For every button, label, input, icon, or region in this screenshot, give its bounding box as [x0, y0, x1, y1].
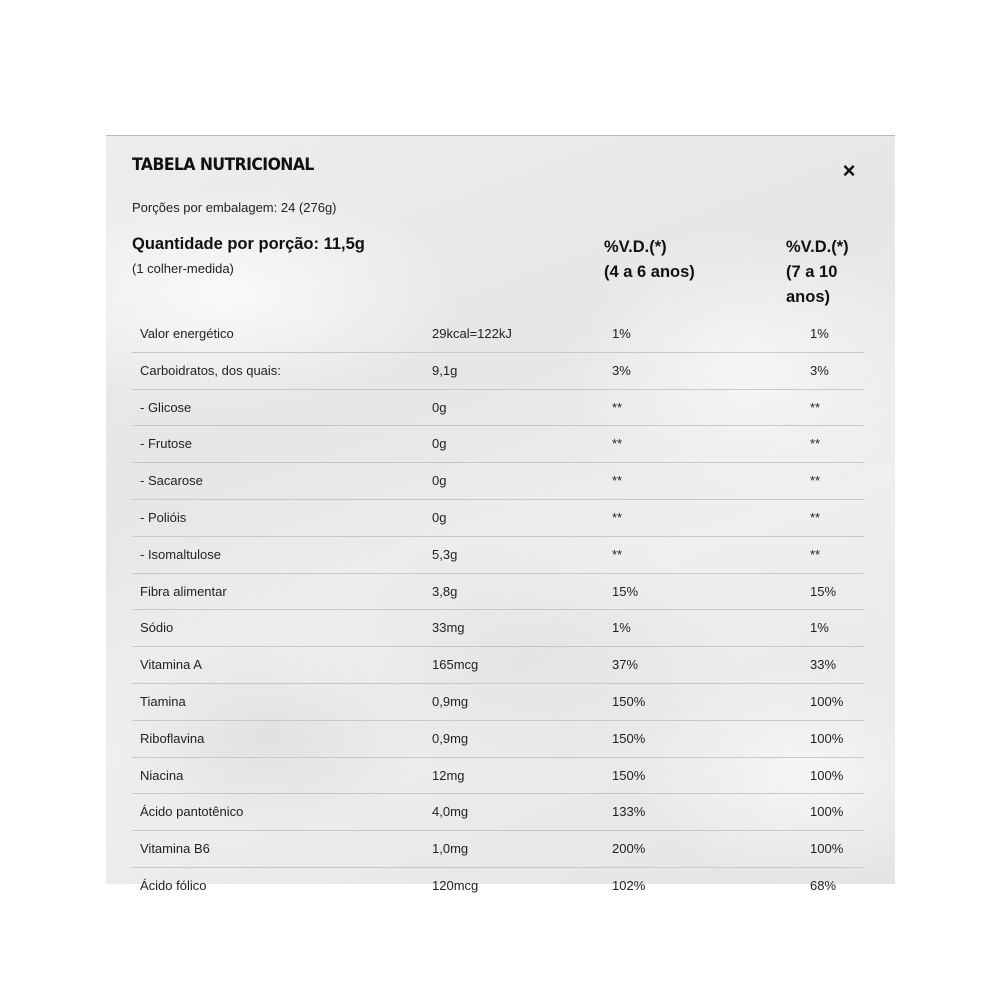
nutrient-vd-7-10: ** — [810, 436, 821, 452]
nutrient-amount: 9,1g — [432, 362, 458, 378]
nutrient-vd-4-6: 1% — [612, 326, 631, 341]
nutrient-name: Vitamina A — [140, 657, 202, 673]
table-row — [132, 684, 864, 721]
nutrient-vd-7-10: 100% — [810, 730, 844, 746]
nutrient-vd-4-6: ** — [612, 473, 623, 489]
table-row — [132, 831, 864, 868]
nutrient-amount: 0g — [432, 399, 447, 415]
table-row — [132, 390, 864, 427]
close-icon[interactable]: × — [842, 158, 856, 183]
nutrient-amount: 29kcal=122kJ — [432, 326, 512, 341]
nutrient-vd-4-6: 1% — [612, 620, 631, 636]
table-row — [132, 316, 864, 353]
nutrient-vd-7-10: 33% — [810, 657, 837, 673]
nutrient-vd-7-10: 100% — [810, 767, 844, 783]
nutrition-table — [132, 316, 864, 904]
table-row — [132, 426, 864, 463]
nutrient-name: Valor energético — [140, 326, 234, 341]
nutrient-name: Carboidratos, dos quais: — [140, 362, 281, 378]
column-header-vd-4-6-line2: (4 a 6 anos) — [604, 263, 695, 281]
nutrient-name: - Polióis — [140, 509, 187, 525]
nutrient-vd-7-10: ** — [810, 473, 821, 489]
nutrient-amount: 165mcg — [432, 657, 479, 673]
table-row — [132, 500, 864, 537]
nutrient-name: Riboflavina — [140, 730, 205, 746]
nutrient-amount: 120mcg — [432, 877, 479, 893]
nutrient-name: - Isomaltulose — [140, 546, 221, 562]
nutrient-vd-4-6: 3% — [612, 362, 631, 378]
table-row — [132, 463, 864, 500]
column-header-vd-7-10-line2: (7 a 10 — [786, 263, 838, 281]
table-row — [132, 574, 864, 611]
column-header-vd-7-10 — [786, 235, 858, 310]
nutrient-name: - Frutose — [140, 436, 193, 452]
table-row — [132, 610, 864, 647]
nutrient-vd-7-10: 1% — [810, 326, 829, 341]
nutrient-vd-4-6: 102% — [612, 877, 646, 893]
nutrient-name: Niacina — [140, 767, 184, 783]
nutrient-amount: 0g — [432, 509, 447, 525]
nutrient-vd-4-6: 37% — [612, 657, 639, 673]
table-row — [132, 868, 864, 904]
nutrient-amount: 12mg — [432, 767, 465, 783]
nutrient-amount: 1,0mg — [432, 841, 469, 857]
nutrient-vd-4-6: 200% — [612, 841, 646, 857]
table-row — [132, 353, 864, 390]
nutrient-vd-4-6: 15% — [612, 583, 639, 599]
nutrient-vd-7-10: 1% — [810, 620, 829, 636]
table-row — [132, 758, 864, 795]
nutrient-name: Vitamina B6 — [140, 841, 210, 857]
nutrient-name: Tiamina — [140, 693, 186, 709]
portion-subtitle: (1 colher-medida) — [132, 261, 234, 276]
modal-title: TABELA NUTRICIONAL — [132, 155, 314, 175]
nutrient-vd-7-10: 15% — [810, 583, 837, 599]
nutrient-amount: 5,3g — [432, 546, 458, 562]
table-row — [132, 721, 864, 758]
nutrient-vd-7-10: 100% — [810, 841, 844, 857]
nutrient-vd-7-10: ** — [810, 399, 821, 415]
nutrient-vd-4-6: ** — [612, 509, 623, 525]
nutrient-vd-7-10: 3% — [810, 362, 829, 378]
nutrient-name: - Glicose — [140, 399, 192, 415]
nutrient-vd-4-6: ** — [612, 436, 623, 452]
nutrient-name: Fibra alimentar — [140, 583, 227, 599]
nutrient-vd-4-6: 133% — [612, 804, 646, 820]
column-header-vd-4-6 — [604, 235, 734, 285]
column-header-vd-7-10-line1: %V.D.(*) — [786, 238, 849, 256]
nutrient-amount: 0g — [432, 436, 447, 452]
nutrient-vd-4-6: ** — [612, 399, 623, 415]
nutrient-vd-4-6: 150% — [612, 730, 646, 746]
nutrient-amount: 3,8g — [432, 583, 458, 599]
table-row — [132, 537, 864, 574]
nutrient-name: - Sacarose — [140, 473, 203, 489]
table-row — [132, 647, 864, 684]
nutrient-name: Ácido fólico — [140, 877, 207, 893]
nutrient-name: Ácido pantotênico — [140, 804, 244, 820]
nutrient-amount: 4,0mg — [432, 804, 469, 820]
nutrient-vd-4-6: 150% — [612, 767, 646, 783]
nutrient-vd-4-6: ** — [612, 546, 623, 562]
nutrient-amount: 33mg — [432, 620, 465, 636]
nutrition-modal — [106, 135, 895, 893]
nutrient-vd-7-10: 68% — [810, 877, 837, 893]
nutrient-name: Sódio — [140, 620, 174, 636]
nutrient-amount: 0g — [432, 473, 447, 489]
nutrient-vd-7-10: ** — [810, 546, 821, 562]
nutrient-vd-7-10: 100% — [810, 804, 844, 820]
nutrient-amount: 0,9mg — [432, 693, 469, 709]
nutrient-vd-4-6: 150% — [612, 693, 646, 709]
column-header-vd-7-10-line3: anos) — [786, 288, 831, 306]
portion-title: Quantidade por porção: 11,5g — [132, 235, 365, 253]
nutrient-vd-7-10: 100% — [810, 693, 844, 709]
table-row — [132, 794, 864, 831]
column-header-vd-4-6-line1: %V.D.(*) — [604, 238, 667, 256]
nutrient-vd-7-10: ** — [810, 509, 821, 525]
servings-per-package: Porções por embalagem: 24 (276g) — [132, 200, 337, 215]
nutrient-amount: 0,9mg — [432, 730, 469, 746]
